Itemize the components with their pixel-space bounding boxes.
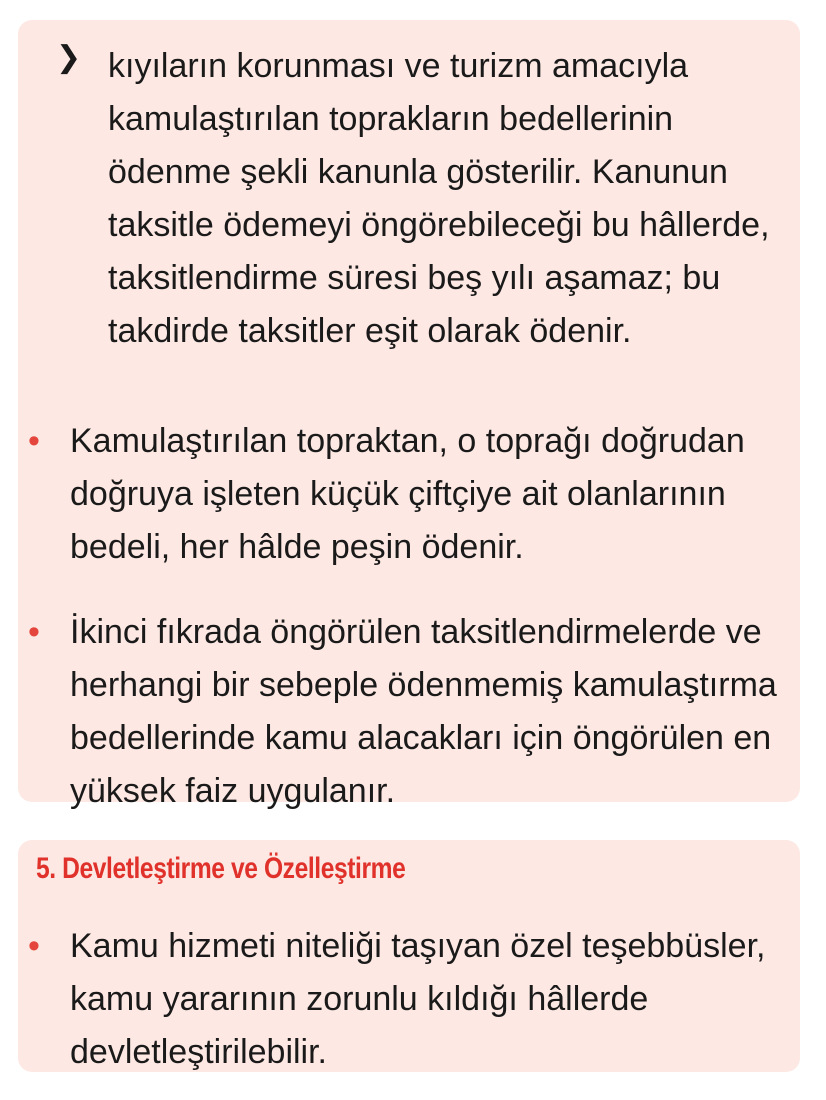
bullet-dot-icon: • [28,613,40,651]
content-card-bottom [18,840,800,1072]
section-heading: 5. Devletleştirme ve Özelleştirme [36,852,406,885]
content-card-top [18,20,800,810]
sub-list-item-text: kıyıların korunması ve turizm amacıyla kamulaştırılan toprakların bedellerinin ödenme şekli kanunla gösterilir. Kanunun taksitle ödemeyi öngörebileceği bu hâllerde, taksitlendirme süresi beş yılı aşamaz; bu takdirde taksitler eşit olarak ödenir. [108,47,770,350]
list-item-text: Kamu hizmeti niteliği taşıyan özel teşebbüsler, kamu yararının zorunlu kıldığı hâllerde devletleştirilebilir. [70,927,766,1071]
list-item-text: Kamulaştırılan topraktan, o toprağı doğrudan doğruya işleten küçük çiftçiye ait olanlarının bedeli, her hâlde peşin ödenir. [70,422,745,566]
bullet-dot-icon: • [28,927,40,965]
chevron-right-icon: ❯ [56,41,82,74]
list-item-text: İkinci fıkrada öngörülen taksitlendirmelerde ve herhangi bir sebeple ödenmemiş kamulaştırma bedellerinde kamu alacakları için öngörülen en yüksek faiz uygulanır. [70,613,777,810]
bullet-dot-icon: • [28,422,40,460]
